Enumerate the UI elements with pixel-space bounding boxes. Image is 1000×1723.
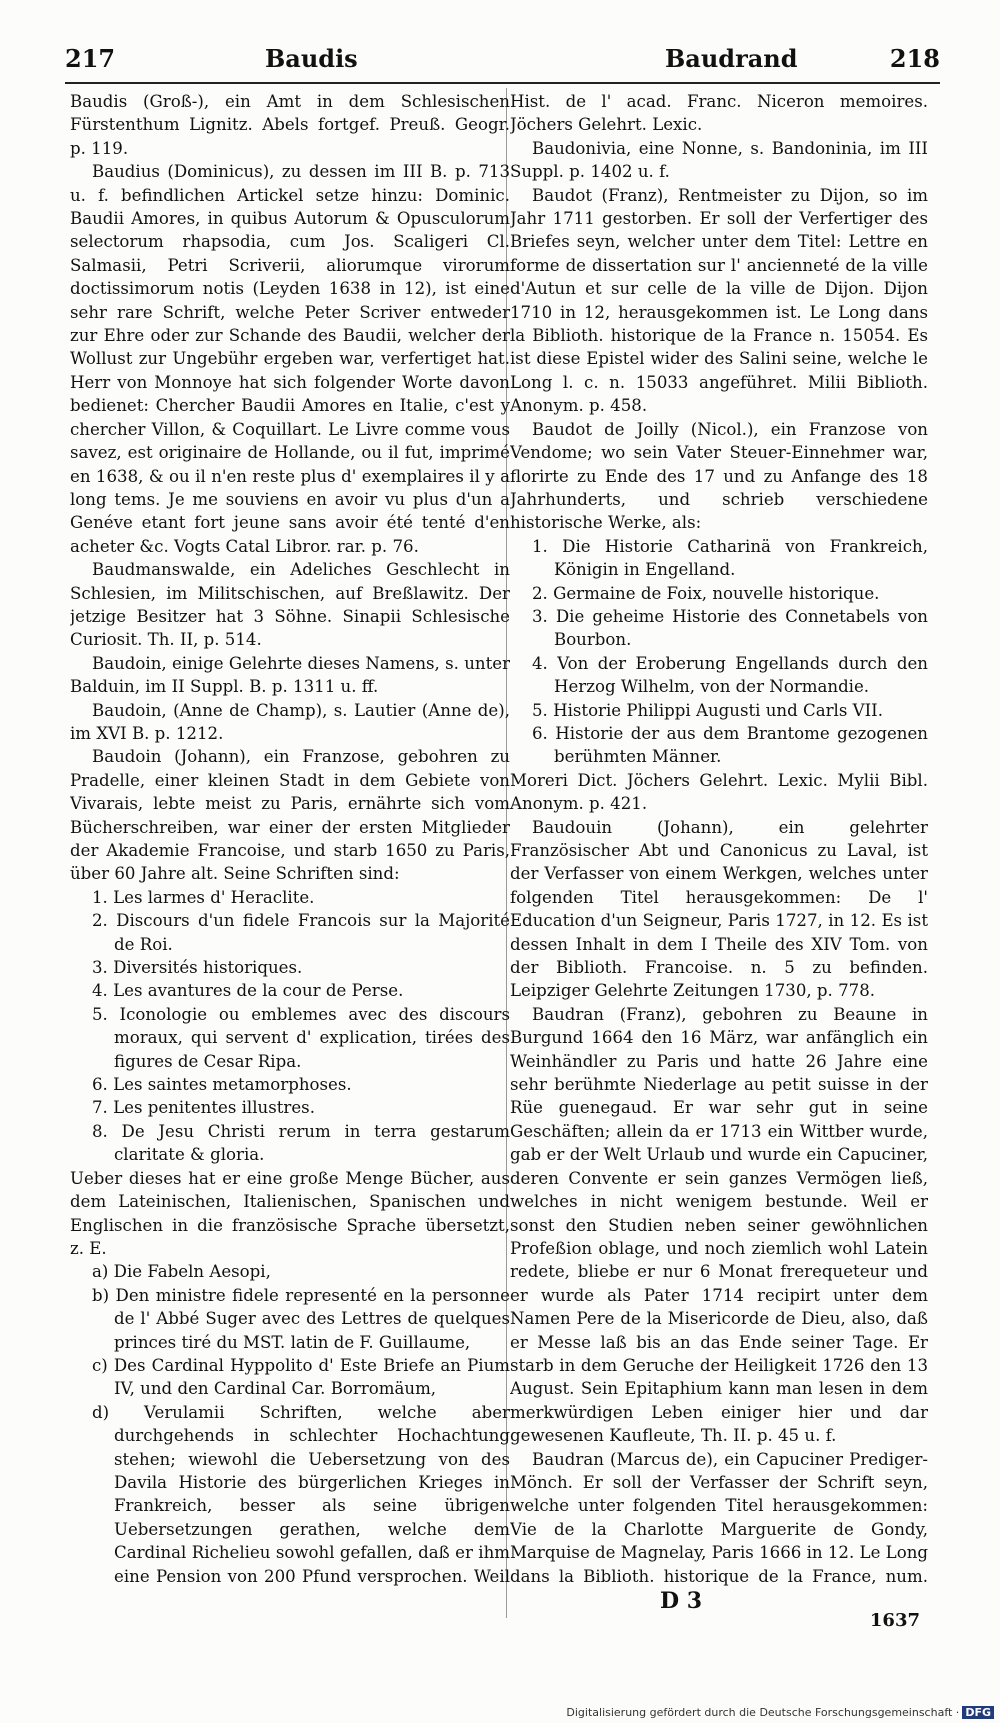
page-number-left: 217 bbox=[65, 44, 116, 73]
list-item: 6. Historie der aus dem Brantome gezogenen berühmten Männer. bbox=[532, 723, 928, 767]
header-rule bbox=[65, 82, 940, 84]
entry-paragraph: Baudran (Marcus de), ein Capuciner Prediger-Mönch. Er soll der Verfasser der Schrift seyn, welche unter folgenden Titel herausgekommen: Vie de la Charlotte Marguerite de Gondy, Marquise de Magnelay, Paris 1666 in 12. Le Long dans la Biblioth. historique de la France, num. bbox=[510, 1449, 928, 1586]
entry-paragraph: Baudouin (Johann), ein gelehrter Französischer Abt und Canonicus zu Laval, ist der Verfasser von einem Werkgen, welches unter folgenden Titel herausgekommen: De l' Education d'un Seigneur, Paris 1727, in 12. Es ist dessen Inhalt in dem I Theile des XIV Tom. von der Biblioth. Francoise. n. 5 zu befinden. Leipziger Gelehrte Zeitungen 1730, p. 778. bbox=[510, 817, 928, 1001]
entry-paragraph: Baudoin, (Anne de Champ), s. Lautier (Anne de), im XVI B. p. 1212. bbox=[70, 700, 510, 743]
list-item: 7. Les penitentes illustres. bbox=[92, 1098, 315, 1118]
left-column bbox=[70, 90, 510, 1590]
works-list bbox=[70, 886, 510, 1167]
signature-mark: D 3 bbox=[660, 1588, 703, 1614]
entry-paragraph: Moreri Dict. Jöchers Gelehrt. Lexic. Mylii Bibl. Anonym. p. 421. bbox=[510, 770, 928, 814]
running-header bbox=[65, 44, 940, 80]
entry-paragraph: Baudoin, einige Gelehrte dieses Namens, s. unter Balduin, im II Suppl. B. p. 1311 u. ff. bbox=[70, 653, 510, 697]
list-item: d) Verulamii Schriften, welche aber durchgehends in schlechter Hochachtung stehen; wiewohl die Uebersetzung von des Davila Historie des bürgerlichen Krieges in Frankreich, besser als seine übrigen Uebersetzungen gerathen, welche dem Cardinal Richelieu sowohl gefallen, daß er ihm eine Pension von 200 Pfund versprochen. Weil bbox=[92, 1402, 510, 1586]
entry-paragraph: Baudot (Franz), Rentmeister zu Dijon, so im Jahr 1711 gestorben. Er soll der Verfertiger des Briefes seyn, welcher unter dem Titel: Lettre en forme de dissertation sur l' ancienneté de la ville d'Autun et sur celle de la ville de Dijon. Dijon 1710 in 12, herausgekommen ist. Le Long dans la Biblioth. historique de la France n. 15054. Es ist diese Epistel wider des Salini seine, welche le Long l. c. n. 15033 angeführet. Milii Biblioth. Anonym. p. 458. bbox=[510, 185, 928, 416]
list-item: 8. De Jesu Christi rerum in terra gestarum claritate & gloria. bbox=[92, 1121, 510, 1165]
list-item: a) Die Fabeln Aesopi, bbox=[92, 1262, 271, 1282]
list-item: 4. Les avantures de la cour de Perse. bbox=[92, 981, 404, 1001]
entry-paragraph: Baudot de Joilly (Nicol.), ein Franzose von Vendome; wo sein Vater Steuer-Einnehmer war, florirte zu Ende des 17 und zu Anfange des 18 Jahrhunderts, und schrieb verschiedene historische Werke, als: bbox=[510, 419, 928, 533]
list-item: 1. Les larmes d' Heraclite. bbox=[92, 887, 315, 907]
list-item: 2. Discours d'un fidele Francois sur la Majorité de Roi. bbox=[92, 911, 510, 954]
entry-paragraph: Baudmanswalde, ein Adeliches Geschlecht in Schlesien, im Militschischen, auf Breßlawitz. Der jetzige Besitzer hat 3 Söhne. Sinapii Schlesische Curiosit. Th. II, p. 514. bbox=[70, 560, 510, 650]
works-list bbox=[510, 535, 928, 769]
entry-paragraph: Hist. de l' acad. Franc. Niceron memoires. Jöchers Gelehrt. Lexic. bbox=[510, 92, 928, 135]
translations-list bbox=[70, 1260, 510, 1590]
entry-paragraph: Baudis (Groß-), ein Amt in dem Schlesischen Fürstenthum Lignitz. Abels fortgef. Preuß. Geogr. p. 119. bbox=[70, 92, 510, 158]
list-item: 1. Die Historie Catharinä von Frankreich, Königin in Engelland. bbox=[532, 536, 928, 580]
list-item: b) Den ministre fidele representé en la personne de l' Abbé Suger avec des Lettres de quelques princes tiré du MST. latin de F. Guillaume, bbox=[92, 1285, 510, 1352]
entry-paragraph: Baudoin (Johann), ein Franzose, gebohren zu Pradelle, einer kleinen Stadt in dem Gebiete von Vivarais, lebte meist zu Paris, ernährte sich vom Bücherschreiben, war einer der ersten Mitglieder der Akademie Francoise, und starb 1650 zu Paris, über 60 Jahre alt. Seine Schriften sind: bbox=[70, 747, 510, 884]
credit-text: Digitalisierung gefördert durch die Deutsche Forschungsgemeinschaft · bbox=[566, 1706, 960, 1719]
entry-paragraph: Ueber dieses hat er eine große Menge Bücher, aus dem Lateinischen, Italienischen, Spanischen und Englischen in die französische Sprache übersetzt, z. E. bbox=[70, 1168, 510, 1258]
list-item: 3. Die geheime Historie des Connetabels von Bourbon. bbox=[532, 606, 928, 650]
list-item: 4. Von der Eroberung Engellands durch den Herzog Wilhelm, von der Normandie. bbox=[532, 653, 928, 697]
list-item: 5. Iconologie ou emblemes avec des discours moraux, qui servent d' explication, tirées des figures de Cesar Ripa. bbox=[92, 1004, 510, 1071]
list-item: 3. Diversités historiques. bbox=[92, 958, 303, 978]
digitization-credit bbox=[566, 1706, 994, 1719]
entry-paragraph: Baudonivia, eine Nonne, s. Bandoninia, im III Suppl. p. 1402 u. f. bbox=[510, 138, 928, 182]
list-item: c) Des Cardinal Hyppolito d' Este Briefe an Pium IV, und den Cardinal Car. Borromäum, bbox=[92, 1355, 510, 1399]
list-item: 5. Historie Philippi Augusti und Carls VII. bbox=[532, 700, 883, 720]
custos-number: 1637 bbox=[869, 1610, 920, 1631]
head-word-right: Baudrand bbox=[665, 44, 798, 73]
list-item: 2. Germaine de Foix, nouvelle historique. bbox=[532, 583, 880, 603]
list-item: 6. Les saintes metamorphoses. bbox=[92, 1075, 352, 1095]
entry-paragraph: Baudius (Dominicus), zu dessen im III B. p. 713 u. f. befindlichen Artickel setze hinzu: Dominic. Baudii Amores, in quibus Autorum & Opusculorum selectorum rhapsodia, cum Jos. Scaligeri Cl. Salmasii, Petri Scriverii, aliorumque virorum doctissimorum notis (Leyden 1638 in 12), ist eine sehr rare Schrift, welche Peter Scriver entweder zur Ehre oder zur Schande des Baudii, welcher der Wollust zur Ungebühr ergeben war, verfertiget hat. Herr von Monnoye hat sich folgender Worte davon bedienet: Chercher Baudii Amores en Italie, c'est y chercher Villon, & Coquillart. Le Livre comme vous savez, est originaire de Hollande, ou il fut, imprimé en 1638, & ou il n'en reste plus d' exemplaires il y a long tems. Je me souviens en avoir vu plus d'un a Genéve etant fort jeune sans avoir été tenté d'en acheter &c. Vogts Catal Libror. rar. p. 76. bbox=[70, 162, 510, 556]
head-word-left: Baudis bbox=[265, 44, 358, 73]
dfg-logo: DFG bbox=[962, 1706, 994, 1719]
entry-paragraph: Baudran (Franz), gebohren zu Beaune in Burgund 1664 den 16 März, war anfänglich ein Weinhändler zu Paris und hatte 26 Jahre eine sehr berühmte Niederlage au petit suisse in der Rüe guenegaud. Er war sehr gut in seine Geschäften; allein da er 1713 ein Wittber wurde, gab er der Welt Urlaub und wurde ein Capuciner, deren Convente er sein ganzes Vermögen ließ, welches in nicht wenigem bestunde. Weil er sonst den Studien neben seiner gewöhnlichen Profeßion oblage, und noch ziemlich wohl Latein redete, bliebe er nur 6 Monat frerequeteur und er wurde als Pater 1714 recipirt unter dem Namen Pere de la Misericorde de Dieu, also, daß er Messe laß bis an das Ende seiner Tage. Er starb in dem Geruche der Heiligkeit 1726 den 13 August. Sein Epitaphium kann man lesen in dem merkwürdigen Leben einiger hier und dar gewesenen Kaufleute, Th. II. p. 45 u. f. bbox=[510, 1004, 928, 1446]
page-number-right: 218 bbox=[889, 44, 940, 73]
right-column bbox=[510, 90, 928, 1590]
